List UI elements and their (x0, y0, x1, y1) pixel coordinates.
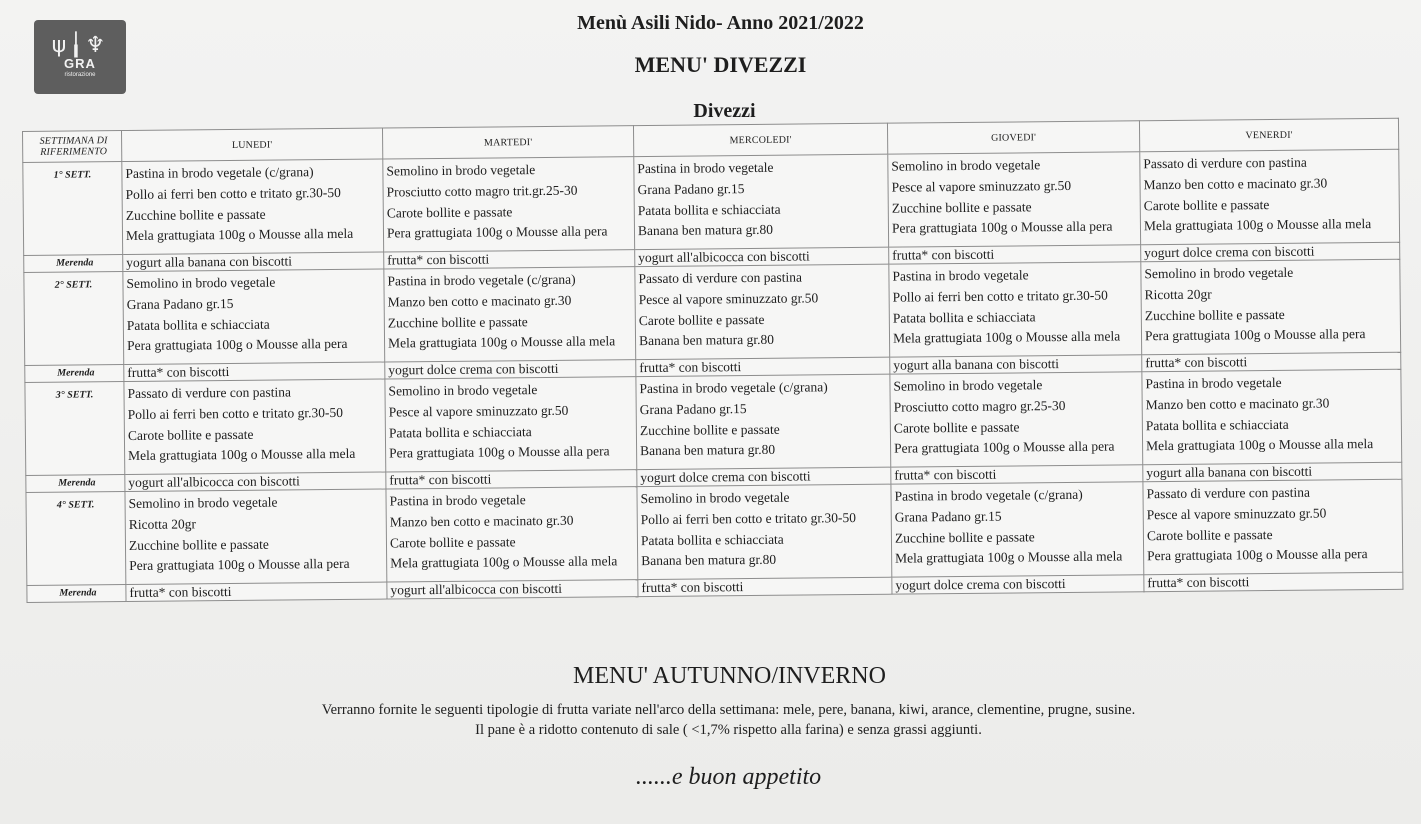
snack-cell-wednesday: frutta* con biscotti (636, 357, 890, 376)
dish-item: Patata bollita e schiacciata (1145, 416, 1289, 433)
dish-item: Patata bollita e schiacciata (637, 201, 781, 218)
meal-cell-monday (123, 269, 385, 365)
dish-item: Pollo ai ferri ben cotto e tritato gr.30-50 (125, 184, 341, 202)
dish-item: Pesce al vapore sminuzzato gr.50 (638, 290, 819, 307)
meal-cell-thursday (891, 482, 1144, 577)
dish-item: Patata bollita e schiacciata (388, 423, 532, 441)
dish-item: Ricotta 20gr (128, 516, 196, 532)
meal-cell-wednesday (636, 374, 891, 469)
dish-item: Passato di verdure con pastina (1146, 484, 1311, 502)
dish-item: Patata bollita e schiacciata (126, 316, 270, 333)
column-header-monday: LUNEDI' (122, 128, 383, 162)
week-label: 2° SETT. (24, 272, 124, 366)
dish-item: Pesce al vapore sminuzzato gr.50 (388, 402, 569, 420)
snack-cell-friday: yogurt dolce crema con biscotti (1141, 242, 1400, 261)
dish-item: Mela grattugiata 100g o Mousse alla mela (1143, 216, 1372, 234)
dish-item: Passato di verdure con pastina (1143, 154, 1307, 172)
snack-cell-friday: frutta* con biscotti (1142, 352, 1401, 371)
dish-item: Pastina in brodo vegetale (637, 159, 774, 177)
column-header-tuesday: MARTEDI' (382, 126, 633, 159)
meal-cell-monday (125, 489, 387, 585)
meal-cell-friday (1140, 149, 1400, 244)
dish-item: Pera grattugiata 100g o Mousse alla pera (1144, 326, 1366, 344)
dish-item: Pastina in brodo vegetale (c/grana) (894, 486, 1083, 504)
dish-item: Pollo ai ferri ben cotto e tritato gr.30-50 (127, 404, 343, 422)
dish-item: Mela grattugiata 100g o Mousse alla mela (390, 553, 618, 571)
snack-cell-thursday: frutta* con biscotti (891, 465, 1143, 484)
dish-item: Pastina in brodo vegetale (1145, 374, 1282, 392)
meal-cell-wednesday (635, 264, 890, 359)
snack-cell-tuesday: frutta* con biscotti (386, 470, 637, 489)
meal-cell-thursday (889, 262, 1142, 357)
meal-cell-friday (1141, 259, 1401, 354)
season-title: MENU' AUTUNNO/INVERNO (573, 663, 886, 689)
dish-item: Zucchine bollite e passate (639, 421, 780, 438)
meal-cell-monday (124, 379, 386, 475)
dish-item: Pesce al vapore sminuzzato gr.50 (1146, 505, 1327, 523)
dish-item: Pera grattugiata 100g o Mousse alla pera (129, 556, 350, 574)
fruit-note: Verranno fornite le seguenti tipologie di frutta variate nell'arco della settimana: mele, pere, banana, kiwi, arance, clementine, prugne, susine. (321, 702, 1136, 718)
snack-cell-tuesday: frutta* con biscotti (384, 250, 635, 269)
dish-item: Banana ben matura gr.80 (638, 332, 775, 349)
snack-label: Merenda (26, 475, 125, 493)
dish-item: Semolino in brodo vegetale (388, 382, 538, 399)
dish-item: Grana Padano gr.15 (639, 400, 747, 417)
snack-cell-monday: yogurt alla banana con biscotti (123, 252, 384, 272)
snack-cell-wednesday: frutta* con biscotti (638, 577, 892, 596)
dish-item: Semolino in brodo vegetale (126, 274, 276, 292)
dish-item: Mela grattugiata 100g o Mousse alla mela (387, 333, 616, 351)
dish-item: Grana Padano gr.15 (126, 295, 234, 312)
week-label: 4° SETT. (26, 492, 126, 586)
column-header-thursday: GIOVEDI' (887, 121, 1139, 154)
meal-cell-thursday (888, 152, 1141, 247)
meal-cell-tuesday (383, 157, 635, 252)
table-row-week-1 (23, 149, 1400, 255)
closing-line: ......e buon appetito (635, 764, 822, 790)
week-label: 1° SETT. (23, 162, 123, 256)
snack-label: Merenda (25, 365, 124, 383)
dish-item: Pastina in brodo vegetale (389, 492, 526, 509)
snack-cell-monday: yogurt all'albicocca con biscotti (125, 472, 386, 492)
snack-cell-friday: yogurt alla banana con biscotti (1143, 462, 1402, 481)
dish-item: Mela grattugiata 100g o Mousse alla mela (895, 548, 1123, 567)
dish-item: Semolino in brodo vegetale (891, 157, 1041, 174)
logo-text: GRA (64, 56, 96, 71)
dish-item: Semolino in brodo vegetale (128, 494, 278, 511)
snack-cell-wednesday: yogurt dolce crema con biscotti (637, 467, 891, 486)
dish-item: Zucchine bollite e passate (387, 313, 528, 331)
dish-item: Zucchine bollite e passate (128, 536, 269, 553)
meal-cell-wednesday (637, 484, 892, 579)
dish-item: Pollo ai ferri ben cotto e tritato gr.30-50 (892, 287, 1108, 305)
dish-item: Ricotta 20gr (1144, 286, 1212, 303)
snack-cell-thursday: frutta* con biscotti (889, 245, 1141, 264)
dish-item: Zucchine bollite e passate (125, 206, 266, 223)
meal-cell-friday (1142, 369, 1402, 464)
meal-cell-tuesday (385, 377, 637, 472)
document-title: Menù Asili Nido- Anno 2021/2022 (577, 12, 864, 34)
dish-item: Prosciutto cotto magro trit.gr.25-30 (386, 182, 578, 200)
column-header-wednesday: MERCOLEDI' (633, 123, 887, 156)
dish-item: Carote bollite e passate (1143, 196, 1270, 213)
meal-cell-wednesday (634, 154, 889, 249)
dish-item: Manzo ben cotto e macinato gr.30 (387, 292, 572, 310)
dish-item: Passato di verdure con pastina (127, 384, 292, 401)
dish-item: Zucchine bollite e passate (891, 198, 1032, 216)
snack-cell-tuesday: yogurt all'albicocca con biscotti (387, 580, 638, 599)
week-label: 3° SETT. (25, 382, 125, 476)
section-title: Divezzi (693, 100, 756, 122)
dish-item: Pastina in brodo vegetale (c/grana) (387, 271, 576, 289)
snack-label: Merenda (24, 255, 123, 273)
dish-item: Semolino in brodo vegetale (640, 489, 790, 507)
dish-item: Zucchine bollite e passate (894, 528, 1035, 546)
snack-label: Merenda (27, 585, 126, 603)
dish-item: Banana ben matura gr.80 (640, 442, 776, 459)
snack-cell-friday: frutta* con biscotti (1144, 572, 1403, 591)
dish-item: Mela grattugiata 100g o Mousse alla mela (892, 328, 1121, 347)
meal-cell-tuesday (384, 267, 636, 362)
dish-item: Semolino in brodo vegetale (893, 377, 1043, 394)
dish-item: Pastina in brodo vegetale (892, 267, 1029, 284)
weekly-menu-table (22, 118, 1403, 603)
meal-cell-tuesday (386, 487, 638, 582)
meal-cell-friday (1143, 479, 1403, 574)
snack-cell-monday: frutta* con biscotti (126, 582, 387, 602)
dish-item: Carote bollite e passate (638, 311, 765, 328)
table-row-week-3 (25, 369, 1402, 475)
dish-item: Pera grattugiata 100g o Mousse alla pera (386, 223, 608, 241)
dish-item: Pera grattugiata 100g o Mousse alla pera (894, 438, 1115, 457)
dish-item: Carote bollite e passate (127, 426, 254, 443)
dish-item: Grana Padano gr.15 (637, 180, 745, 197)
dish-item: Pera grattugiata 100g o Mousse alla pera (891, 218, 1113, 237)
dish-item: Mela grattugiata 100g o Mousse alla mela (1146, 436, 1374, 454)
table-body (23, 149, 1403, 602)
dish-item: Pera grattugiata 100g o Mousse alla pera (389, 443, 610, 461)
dish-item: Patata bollita e schiacciata (640, 531, 784, 548)
dish-item: Banana ben matura gr.80 (637, 222, 774, 239)
snack-cell-thursday: yogurt alla banana con biscotti (890, 355, 1142, 374)
dish-item: Mela grattugiata 100g o Mousse alla mela (125, 226, 354, 244)
dish-item: Manzo ben cotto e macinato gr.30 (389, 512, 574, 530)
dish-item: Semolino in brodo vegetale (1144, 264, 1294, 282)
dish-item: Carote bollite e passate (389, 533, 516, 551)
dish-item: Banana ben matura gr.80 (641, 552, 777, 569)
bread-note: Il pane è a ridotto contenuto di sale ( <1,7% rispetto alla farina) e senza grassi aggiunti. (475, 722, 982, 738)
column-header-friday: VENERDI' (1139, 118, 1398, 151)
meal-cell-thursday (890, 372, 1143, 467)
document-subtitle: MENU' DIVEZZI (634, 52, 807, 77)
snack-cell-tuesday: yogurt dolce crema con biscotti (385, 360, 636, 379)
dish-item: Manzo ben cotto e macinato gr.30 (1143, 175, 1328, 193)
dish-item: Pastina in brodo vegetale (c/grana) (639, 379, 828, 397)
dish-item: Pesce al vapore sminuzzato gr.50 (891, 177, 1072, 195)
meal-cell-monday (122, 159, 384, 255)
dish-item: Patata bollita e schiacciata (892, 308, 1036, 326)
dish-item: Pastina in brodo vegetale (c/grana) (125, 164, 314, 182)
table-row-week-2 (24, 259, 1401, 365)
column-header-week: SETTIMANA DI RIFERIMENTO (23, 131, 122, 163)
table-row-week-4 (26, 479, 1403, 585)
cutlery-icon: ψ╽♆ (51, 33, 109, 58)
dish-item: Zucchine bollite e passate (1144, 306, 1285, 323)
dish-item: Pollo ai ferri ben cotto e tritato gr.30-50 (640, 509, 857, 527)
dish-item: Pera grattugiata 100g o Mousse alla pera (1147, 546, 1368, 564)
dish-item: Prosciutto cotto magro gr.25-30 (893, 397, 1066, 415)
dish-item: Carote bollite e passate (1146, 526, 1273, 543)
snack-cell-monday: frutta* con biscotti (124, 362, 385, 382)
snack-cell-thursday: yogurt dolce crema con biscotti (892, 575, 1144, 594)
dish-item: Semolino in brodo vegetale (386, 162, 536, 179)
dish-item: Grana Padano gr.15 (894, 508, 1002, 525)
dish-item: Pera grattugiata 100g o Mousse alla pera (126, 336, 348, 354)
dish-item: Carote bollite e passate (386, 203, 513, 221)
dish-item: Passato di verdure con pastina (638, 269, 802, 287)
dish-item: Mela grattugiata 100g o Mousse alla mela (128, 446, 356, 464)
logo-subtext: ristorazione (64, 72, 96, 78)
snack-cell-wednesday: yogurt all'albicocca con biscotti (635, 247, 889, 266)
dish-item: Manzo ben cotto e macinato gr.30 (1145, 395, 1330, 413)
dish-item: Carote bollite e passate (893, 419, 1020, 436)
